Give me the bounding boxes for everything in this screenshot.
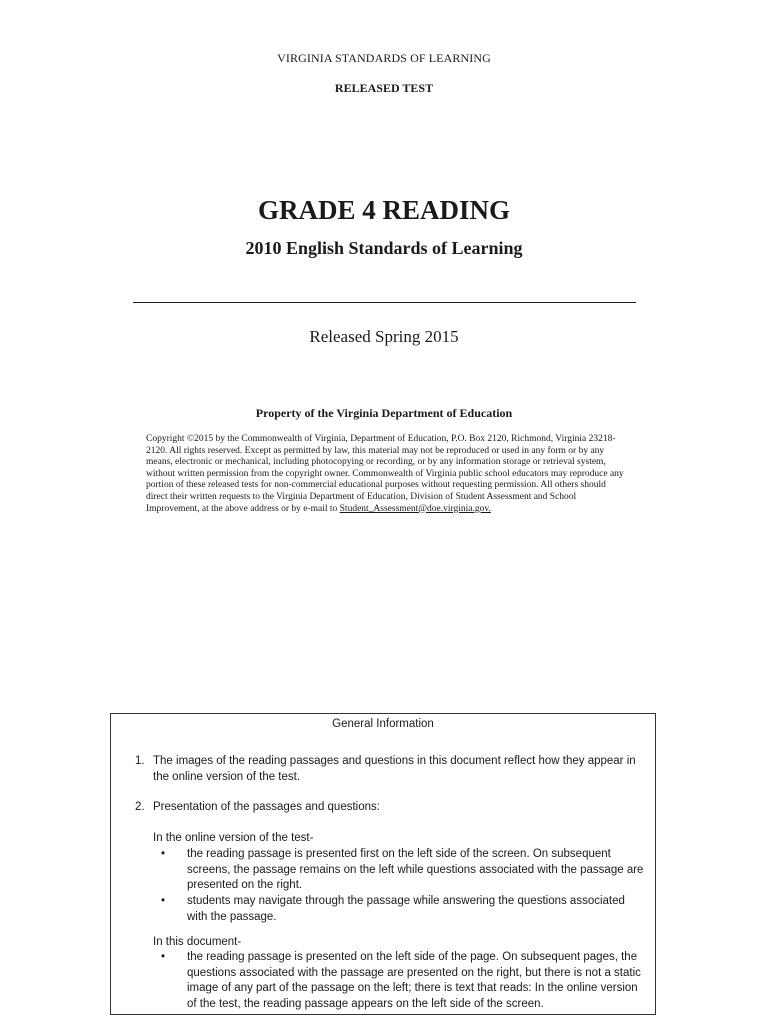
property-notice: Property of the Virginia Department of Education [255,406,513,420]
document-subtitle: 2010 English Standards of Learning [245,238,523,258]
divider-rule [133,302,636,303]
header-program: VIRGINIA STANDARDS OF LEARNING [277,51,491,65]
general-information-box [110,713,656,1015]
header-released-test: RELEASED TEST [334,81,434,95]
document-title: GRADE 4 READING [257,195,511,225]
info-item-text: Presentation of the passages and questions: [153,801,380,813]
copyright-paragraph [146,434,626,515]
online-version-heading: In the online version of the test- [153,832,314,844]
release-date: Released Spring 2015 [309,327,459,346]
bullet-text: the reading passage is presented first on the left side of the screen. On subsequent screens, the passage remains on the left while questions associated with the passage are presented on the right. [187,848,644,891]
copyright-text: Copyright ©2015 by the Commonwealth of Virginia, Department of Education, P.O. Box 2120, Richmond, Virginia 23218-2120. All rights reserved. Except as permitted by law, this material may not be reproduced or used in any form or by any means, electronic or mechanical, including photocopying or recording, or by any information storage or retrieval system, without written permission from the copyright owner. Commonwealth of Virginia public school educators may reproduce any portion of these released tests for non-commercial educational purposes without requesting permission. All others should direct their written requests to the Virginia Department of Education, Division of Student Assessment and School Improvement, at the above address or by e-mail to [146,434,624,514]
bullet-text: the reading passage is presented on the left side of the page. On subsequent pages, the questions associated with the passage are presented on the right, but there is not a static image of any part of the passage on the left; there is text that reads: In the online version of the test, the reading passage appears on the left side of the screen. [187,951,641,1010]
bullet-icon: • [161,848,166,860]
document-version-heading: In this document- [153,936,242,948]
bullet-icon: • [161,895,166,907]
info-item-number: 1. [135,755,145,767]
info-item-text: The images of the reading passages and questions in this document reflect how they appear in the online version of the test. [153,755,636,783]
bullet-text: students may navigate through the passage while answering the questions associated with the passage. [187,895,625,923]
info-item-number: 2. [135,801,145,813]
info-box-title: General Information [332,718,434,730]
bullet-icon: • [161,951,166,963]
contact-email-link[interactable]: Student_Assessment@doe.virginia.gov. [339,503,491,514]
